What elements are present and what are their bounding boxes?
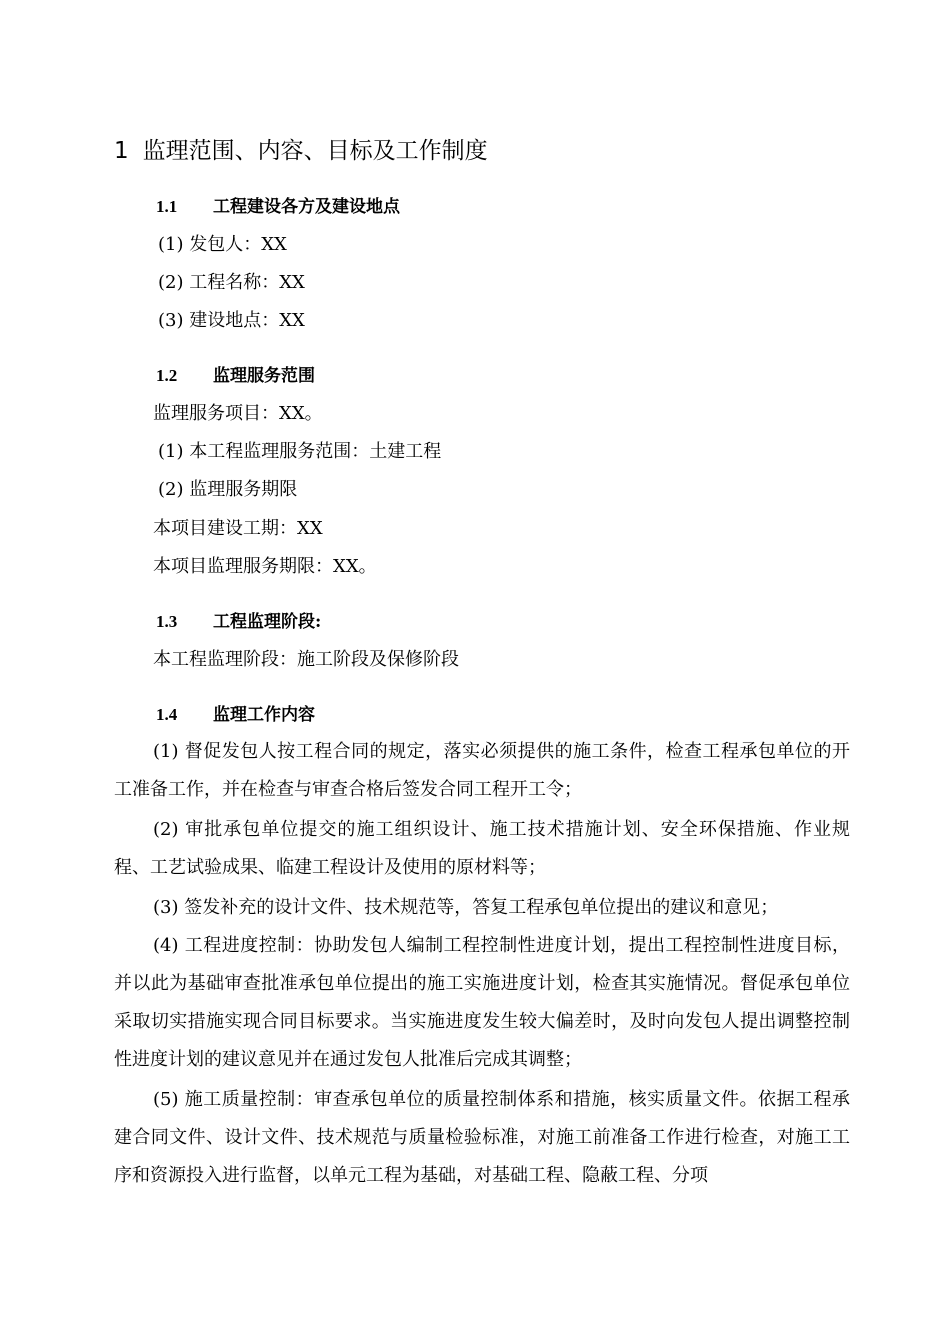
section-heading-1-3 <box>156 609 321 635</box>
section-number: 1.1 <box>156 197 178 216</box>
text-line: 本项目监理服务期限：XX。 <box>153 556 377 577</box>
body-paragraph: (5) 施工质量控制：审查承包单位的质量控制体系和措施，核实质量文件。依据工程承建合同文件、设计文件、技术规范与质量检验标准，对施工前准备工作进行检查，对施工工序和资源投入进行监督，以单元工程为基础，对基础工程、隐蔽工程、分项 <box>114 1089 850 1186</box>
chapter-heading <box>114 134 488 168</box>
section-number: 1.2 <box>156 366 178 385</box>
section-heading-1-4 <box>156 702 315 728</box>
text-line: (1) 本工程监理服务范围：土建工程 <box>158 441 442 462</box>
section-number: 1.3 <box>156 612 178 631</box>
section-heading-1-1 <box>156 194 400 220</box>
section-title: 工程建设各方及建设地点 <box>213 197 400 217</box>
section-title: 工程监理阶段: <box>213 612 322 632</box>
text-line: (1) 发包人：XX <box>158 234 287 255</box>
text-line: (2) 监理服务期限 <box>158 479 298 500</box>
text-line: (2) 工程名称：XX <box>158 272 305 293</box>
chapter-number: 1 <box>114 138 129 164</box>
body-paragraph: (4) 工程进度控制：协助发包人编制工程控制性进度计划，提出工程控制性进度目标，并以此为基础审查批准承包单位提出的施工实施进度计划，检查其实施情况。督促承包单位采取切实措施实现合同目标要求。当实施进度发生较大偏差时，及时向发包人提出调整控制性进度计划的建议意见并在通过发包人批准后完成其调整； <box>114 935 850 1070</box>
section-heading-1-2 <box>156 363 315 389</box>
body-paragraph: (1) 督促发包人按工程合同的规定，落实必须提供的施工条件，检查工程承包单位的开工准备工作，并在检查与审查合格后签发合同工程开工令； <box>114 741 850 800</box>
text-line: 本工程监理阶段：施工阶段及保修阶段 <box>153 649 459 670</box>
body-paragraph: (2) 审批承包单位提交的施工组织设计、施工技术措施计划、安全环保措施、作业规程、工艺试验成果、临建工程设计及使用的原材料等； <box>114 819 850 878</box>
body-paragraph: (3) 签发补充的设计文件、技术规范等，答复工程承包单位提出的建议和意见； <box>153 897 779 918</box>
chapter-title: 监理范围、内容、目标及工作制度 <box>142 138 488 164</box>
text-line: 本项目建设工期：XX <box>153 518 323 539</box>
text-line: 监理服务项目：XX。 <box>153 403 323 424</box>
text-line: (3) 建设地点：XX <box>158 310 305 331</box>
section-title: 监理服务范围 <box>213 366 315 386</box>
section-title: 监理工作内容 <box>213 705 315 725</box>
section-number: 1.4 <box>156 705 178 724</box>
